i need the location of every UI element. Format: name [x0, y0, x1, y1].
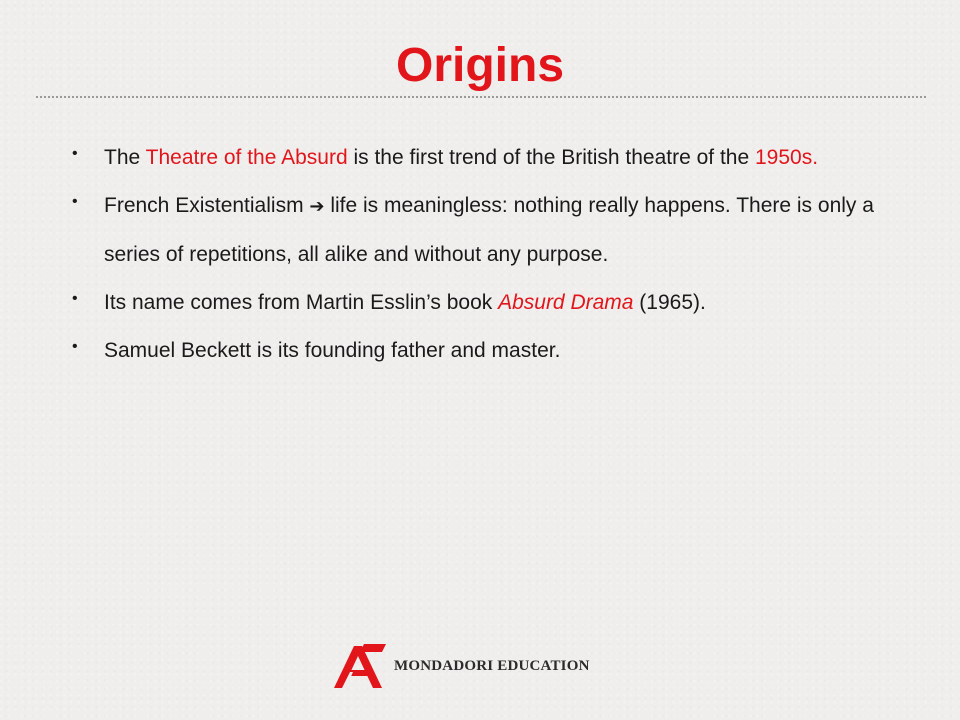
- bullet-item-3: [66, 279, 906, 327]
- book-title-absurd-drama: Absurd Drama: [498, 291, 634, 314]
- arrow-right-icon: ➔: [309, 196, 325, 217]
- bullet-list: [66, 134, 906, 375]
- bullet-3-text-a: Its name comes from Martin Esslin’s book: [104, 291, 499, 314]
- bullet-3-text-b: (1965).: [633, 291, 706, 314]
- bullet-2-text-b: life is meaningless: nothing really happens. There is only a series of repetitions, all alike and without any purpose.: [104, 194, 874, 266]
- title-divider: [36, 96, 926, 98]
- bullet-item-2: [66, 182, 906, 279]
- bullet-1-text-a: The: [104, 146, 146, 169]
- highlight-theatre-of-the-absurd: Theatre of the Absurd: [145, 146, 348, 169]
- bullet-2-text-a: French Existentialism: [104, 194, 310, 217]
- mondadori-logo-icon: [330, 642, 390, 690]
- highlight-1950s: 1950s.: [755, 146, 819, 169]
- logo-text: MONDADORI EDUCATION: [394, 657, 590, 674]
- publisher-logo: [330, 642, 590, 690]
- bullet-1-text-b: is the first trend of the British theatre of the: [347, 146, 755, 169]
- bullet-item-1: [66, 134, 906, 182]
- bullet-4-text: Samuel Beckett is its founding father and master.: [104, 339, 561, 362]
- bullet-item-4: [66, 327, 906, 375]
- bullet-marker: •: [72, 193, 78, 210]
- bullet-marker: •: [72, 290, 78, 307]
- bullet-marker: •: [72, 338, 78, 355]
- slide-title: Origins: [395, 39, 565, 92]
- bullet-marker: •: [72, 145, 78, 162]
